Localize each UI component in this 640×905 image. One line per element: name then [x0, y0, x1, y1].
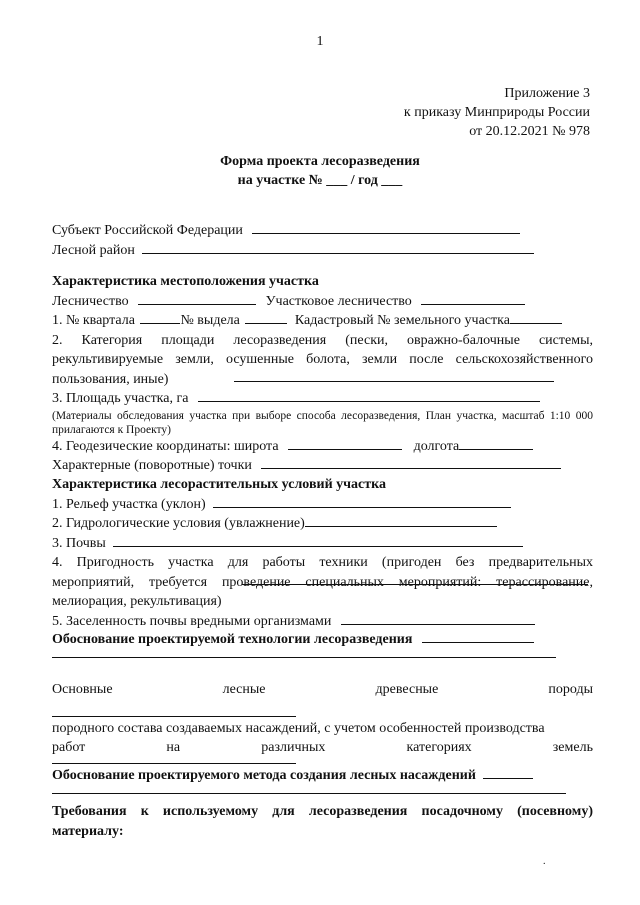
hydro-field[interactable]: [305, 514, 497, 527]
method-row: [52, 766, 593, 786]
planting-heading: Требования к используемому для лесоразведения посадочному (посевному) материалу:: [52, 804, 593, 839]
cadastral-label: Кадастровый № земельного участка: [294, 313, 510, 328]
technology-section: [52, 630, 593, 658]
technology-field[interactable]: [422, 630, 534, 643]
relief-label: 1. Рельеф участка (уклон): [52, 496, 206, 512]
species-words-row: [52, 680, 593, 700]
cadastral-field[interactable]: [510, 311, 562, 324]
longitude-field[interactable]: [459, 437, 533, 450]
quarter-label: 1. № квартала: [52, 313, 135, 328]
subject-field[interactable]: [252, 221, 520, 234]
area-label: 3. Площадь участка, га: [52, 391, 189, 406]
pests-label: 5. Заселенность почвы вредными организмами: [52, 613, 332, 629]
subject-label: Субъект Российской Федерации: [52, 223, 243, 238]
species-word-4: породы: [548, 682, 593, 697]
forestry-row: [52, 292, 593, 312]
relief-row: [52, 495, 593, 515]
quarter-row: [52, 311, 593, 331]
conditions-heading: Характеристика лесорастительных условий участка: [52, 477, 386, 492]
species-blank-line[interactable]: [52, 715, 296, 717]
location-section: [52, 272, 593, 476]
method-heading: Обоснование проектируемого метода создания лесных насаждений: [52, 768, 476, 783]
planting-section: [52, 802, 593, 841]
relief-field[interactable]: [213, 495, 511, 508]
species-word-3: древесные: [375, 682, 439, 697]
soils-row: [52, 534, 593, 554]
latitude-field[interactable]: [288, 437, 402, 450]
points-label: Характерные (поворотные) точки: [52, 458, 252, 473]
hydro-label: 2. Гидрологические условия (увлажнение): [52, 516, 305, 531]
forest-district-row: [52, 241, 593, 261]
species2-word-2: на: [166, 740, 181, 755]
longitude-label: долгота: [413, 438, 460, 454]
soils-label: 3. Почвы: [52, 535, 106, 551]
annex-line-3: от 20.12.2021 № 978: [469, 124, 590, 139]
forest-district-field[interactable]: [142, 241, 534, 254]
species2-word-3: различных: [261, 740, 326, 755]
species2-word-1: работ: [52, 740, 86, 755]
forest-district-label: Лесной район: [52, 242, 135, 258]
technology-line-2[interactable]: [52, 656, 556, 658]
technology-heading: Обоснование проектируемой технологии лесоразведения: [52, 632, 413, 647]
forestry-label: Лесничество: [52, 293, 129, 309]
forestry-field[interactable]: [138, 292, 256, 305]
species-blank-line-2[interactable]: [52, 762, 296, 764]
species2-word-4: категориях: [406, 740, 472, 755]
species-cont-row: [52, 719, 593, 739]
annex-line-1: Приложение 3: [504, 86, 590, 101]
title-line-1: Форма проекта лесоразведения: [220, 154, 420, 169]
species-word-1: Основные: [52, 682, 113, 697]
district-forestry-field[interactable]: [421, 292, 525, 305]
hydro-row: [52, 514, 593, 534]
points-row: [52, 456, 593, 476]
points-field[interactable]: [261, 456, 561, 469]
technology-row: [52, 630, 593, 650]
method-line-2[interactable]: [52, 792, 566, 794]
species-cont-text: породного состава создаваемых насаждений, с учетом особенностей производства: [52, 720, 545, 736]
page-number: 1: [316, 34, 324, 49]
soils-field[interactable]: [113, 534, 523, 547]
general-fields: [52, 221, 593, 260]
quarter-field[interactable]: [140, 311, 180, 324]
method-field[interactable]: [483, 766, 533, 779]
species-words2-row: [52, 738, 593, 758]
annex-line-2: к приказу Минприроды России: [403, 105, 590, 120]
corner-mark: .: [543, 856, 546, 867]
category-text: 2. Категория площади лесоразведения (пески, овражно-балочные системы, рекультивируемые земли, осушенные болота, земли после сельскохозяйственного пользования, иные): [52, 332, 593, 387]
title-line-2: на участке № ___ / год ___: [237, 173, 403, 188]
suitability-text: 4. Пригодность участка для работы техники (пригоден без предварительных мероприятий, требуется проведение специальных мероприятий: терасcирование, мелиорация, рекультивация): [52, 555, 593, 609]
conditions-section: [52, 475, 593, 631]
vydel-field[interactable]: [245, 311, 287, 324]
district-forestry-label: Участковое лесничество: [265, 293, 412, 309]
vydel-label: № выдела: [180, 313, 240, 328]
latitude-label: 4. Геодезические координаты: широта: [52, 438, 279, 454]
species2-word-5: земель: [552, 740, 593, 755]
coords-row: [52, 437, 593, 457]
species-section: [52, 680, 593, 764]
document-title: [0, 152, 640, 190]
pests-row: [52, 612, 593, 632]
annex-header: [404, 84, 590, 141]
category-underline[interactable]: [234, 369, 554, 389]
location-heading: Характеристика местоположения участка: [52, 274, 319, 289]
subject-row: [52, 221, 593, 241]
materials-note: (Материалы обследования участка при выборе способа лесоразведения, План участка, масштаб 1:10 000 прилагаются к Проекту): [52, 409, 593, 436]
area-field[interactable]: [198, 389, 540, 402]
suitability-underline[interactable]: [242, 572, 588, 592]
area-row: [52, 389, 593, 409]
pests-field[interactable]: [341, 612, 535, 625]
species-word-2: лесные: [222, 682, 266, 697]
method-section: [52, 766, 593, 794]
